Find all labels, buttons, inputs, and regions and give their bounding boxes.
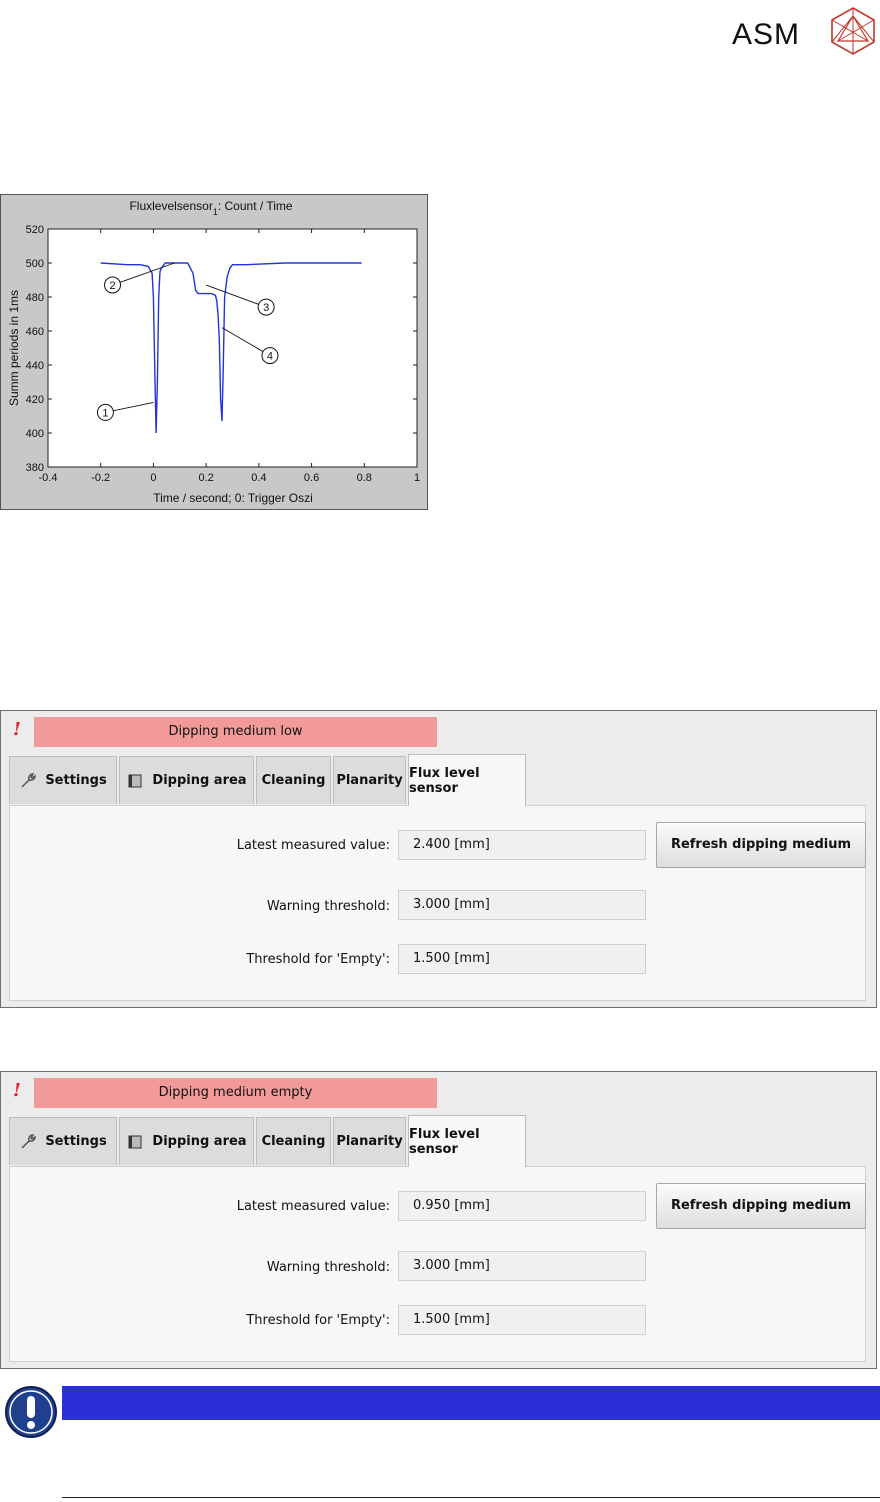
latest-measured-field: 2.400 [mm] [398, 830, 646, 860]
tab-planarity[interactable] [333, 1117, 406, 1165]
annotation-label: 3 [263, 302, 270, 315]
x-tick-label: -0.4 [38, 472, 58, 484]
alert-banner: Dipping medium empty [34, 1078, 437, 1108]
tab-settings[interactable] [9, 1117, 117, 1165]
wrench-icon [19, 772, 37, 790]
asm-polyhedron-logo-icon [828, 6, 878, 56]
logo-text: ASM [732, 18, 801, 51]
tab-cleaning-label: Cleaning [261, 1134, 326, 1149]
tab-cleaning-label: Cleaning [261, 773, 326, 788]
y-tick-label: 420 [25, 394, 44, 406]
tab-flux-level-sensor[interactable] [408, 1115, 526, 1167]
warning-threshold-label: Warning threshold: [266, 1260, 390, 1275]
tab-flux-level-sensor-label: Flux level sensor [409, 765, 480, 796]
x-axis-label: Time / second; 0: Trigger Oszi [153, 491, 313, 505]
alert-exclamation-icon: ! [13, 719, 21, 740]
tab-planarity-label: Planarity [336, 1134, 403, 1149]
note-header-bar [62, 1386, 880, 1420]
tab-settings[interactable] [9, 756, 117, 804]
annotation-label: 4 [266, 350, 274, 363]
y-tick-label: 500 [25, 258, 44, 270]
tab-flux-level-sensor-label: Flux level sensor [409, 1126, 480, 1157]
latest-measured-label: Latest measured value: [236, 1199, 390, 1214]
chart-title-rest: : Count / Time [217, 199, 293, 213]
tab-settings-label: Settings [45, 773, 107, 788]
x-tick-label: 0.6 [303, 472, 320, 484]
tab-dipping-area-label: Dipping area [152, 1134, 247, 1149]
empty-threshold-label: Threshold for 'Empty': [246, 952, 390, 967]
empty-threshold-field: 1.500 [mm] [398, 1305, 646, 1335]
x-tick-label: 1 [413, 472, 421, 484]
chart-svg [1, 195, 429, 511]
empty-threshold-field: 1.500 [mm] [398, 944, 646, 974]
tab-content [9, 805, 866, 1001]
refresh-dipping-medium-button[interactable]: Refresh dipping medium [656, 822, 866, 868]
annotation-label: 1 [102, 407, 109, 420]
tab-dipping-area[interactable] [119, 756, 254, 804]
warning-threshold-field: 3.000 [mm] [398, 890, 646, 920]
y-tick-label: 440 [25, 360, 44, 372]
x-tick-label: -0.2 [91, 472, 111, 484]
y-tick-label: 520 [25, 224, 44, 236]
y-tick-label: 480 [25, 292, 44, 304]
dipping-area-icon [126, 1133, 144, 1151]
latest-measured-label: Latest measured value: [236, 838, 390, 853]
wrench-icon [19, 1133, 37, 1151]
alert-exclamation-icon: ! [13, 1080, 21, 1101]
y-tick-label: 380 [25, 462, 44, 474]
y-tick-label: 400 [25, 428, 44, 440]
flux-panel-empty [0, 1071, 877, 1369]
chart-title [129, 199, 292, 217]
tab-cleaning[interactable] [256, 756, 331, 804]
flux-level-chart [0, 194, 428, 510]
tab-content [9, 1166, 866, 1362]
flux-panel-low [0, 710, 877, 1008]
latest-measured-field: 0.950 [mm] [398, 1191, 646, 1221]
y-axis-label: Summ periods in 1ms [7, 289, 21, 407]
y-tick-label: 460 [25, 326, 44, 338]
tab-planarity-label: Planarity [336, 773, 403, 788]
tab-flux-level-sensor[interactable] [408, 754, 526, 806]
empty-threshold-label: Threshold for 'Empty': [246, 1313, 390, 1328]
tab-cleaning[interactable] [256, 1117, 331, 1165]
asm-logo [730, 6, 880, 58]
note-divider [62, 1497, 880, 1498]
tab-dipping-area[interactable] [119, 1117, 254, 1165]
chart-title-main: Fluxlevelsensor [129, 199, 213, 213]
x-tick-label: 0 [150, 472, 157, 484]
tab-dipping-area-label: Dipping area [152, 773, 247, 788]
annotation-label: 2 [109, 280, 116, 292]
x-tick-label: 0.2 [198, 472, 214, 484]
dipping-area-icon [126, 772, 144, 790]
x-tick-label: 0.4 [251, 472, 267, 484]
tab-planarity[interactable] [333, 756, 406, 804]
refresh-dipping-medium-button[interactable]: Refresh dipping medium [656, 1183, 866, 1229]
chart-title-sub: 1 [212, 207, 218, 217]
warning-threshold-label: Warning threshold: [266, 899, 390, 914]
exclamation-icon [4, 1385, 58, 1439]
x-tick-label: 0.8 [356, 472, 372, 484]
warning-threshold-field: 3.000 [mm] [398, 1251, 646, 1281]
tab-settings-label: Settings [45, 1134, 107, 1149]
alert-banner: Dipping medium low [34, 717, 437, 747]
